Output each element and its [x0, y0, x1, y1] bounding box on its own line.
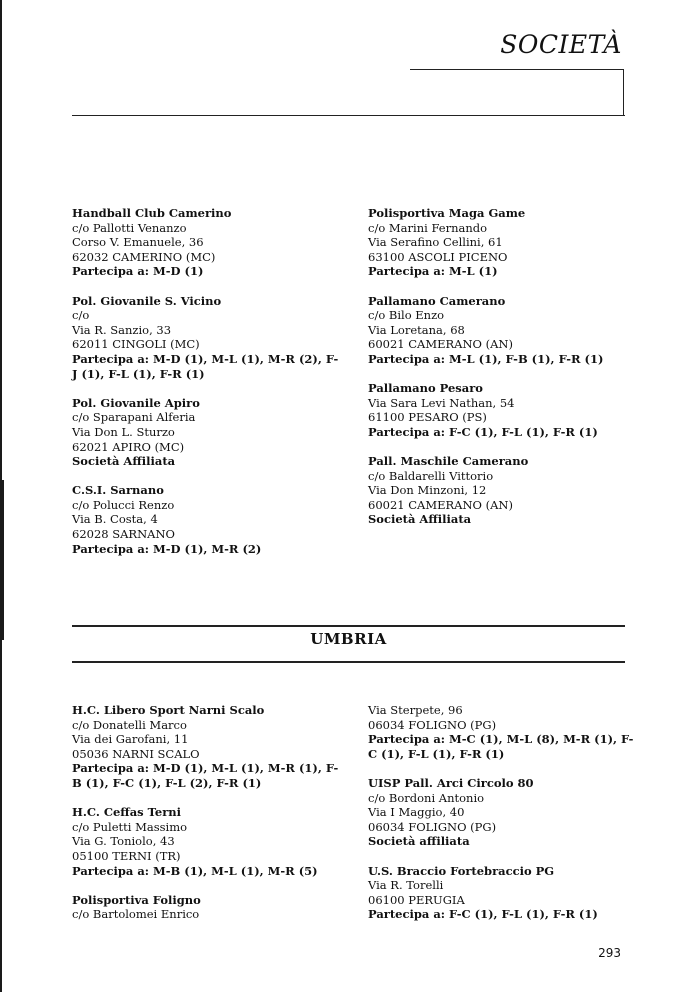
- participation-note: Società affiliata: [368, 834, 470, 849]
- address-line: 62028 SARNANO: [72, 527, 175, 542]
- address-line: c/o Bilo Enzo: [368, 308, 445, 323]
- address-line: c/o: [72, 308, 90, 323]
- address-line: c/o Bartolomei Enrico: [72, 907, 200, 922]
- participation-note: Partecipa a: M-L (1): [368, 264, 498, 279]
- club-entry: [368, 776, 638, 849]
- club-entry: [72, 483, 342, 556]
- club-entry: [368, 206, 638, 279]
- section-title: SOCIETÀ: [500, 30, 622, 59]
- club-entry: [368, 864, 638, 922]
- address-line: c/o Donatelli Marco: [72, 717, 187, 732]
- address-line: 60021 CAMERANO (AN): [368, 337, 513, 352]
- club-name: Pallamano Pesaro: [368, 381, 483, 396]
- club-entry: [72, 805, 342, 878]
- club-name: Handball Club Camerino: [72, 206, 232, 220]
- address-line: 63100 ASCOLI PICENO: [368, 249, 508, 264]
- address-line: c/o Bordoni Antonio: [368, 790, 485, 805]
- club-entry: [368, 703, 638, 761]
- club-entry: [368, 454, 638, 527]
- lower-left-column: [72, 703, 342, 937]
- participation-note: Partecipa a: F-C (1), F-L (1), F-R (1): [368, 907, 598, 922]
- address-line: Via G. Toniolo, 43: [72, 834, 175, 849]
- address-line: c/o Puletti Massimo: [72, 819, 188, 834]
- participation-note: Partecipa a: M-D (1), M-L (1), M-R (2), F-J (1), F-L (1), F-R (1): [72, 351, 339, 381]
- address-line: 06034 FOLIGNO (PG): [368, 819, 497, 834]
- participation-note: Partecipa a: M-D (1), M-R (2): [72, 541, 262, 556]
- address-line: Via dei Garofani, 11: [72, 732, 189, 747]
- club-entry: [72, 294, 342, 382]
- participation-note: Partecipa a: M-D (1): [72, 264, 204, 279]
- club-name: Pol. Giovanile S. Vicino: [72, 293, 222, 308]
- address-line: c/o Pallotti Venanzo: [72, 220, 187, 235]
- participation-note: Partecipa a: M-B (1), M-L (1), M-R (5): [72, 863, 318, 878]
- address-line: Via R. Sanzio, 33: [72, 322, 172, 337]
- address-line: 06034 FOLIGNO (PG): [368, 717, 497, 732]
- address-line: 06100 PERUGIA: [368, 892, 465, 907]
- region-rule-bottom: [72, 661, 625, 663]
- address-line: Via Serafino Cellini, 61: [368, 235, 503, 250]
- address-line: c/o Sparapani Alferia: [72, 410, 196, 425]
- club-name: Pol. Giovanile Apiro: [72, 395, 200, 410]
- address-line: Via Don Minzoni, 12: [368, 483, 487, 498]
- address-line: c/o Baldarelli Vittorio: [368, 468, 494, 483]
- upper-right-column: [368, 206, 638, 542]
- club-entry: [72, 206, 342, 279]
- address-line: Via Sterpete, 96: [368, 703, 463, 717]
- address-line: 60021 CAMERANO (AN): [368, 497, 513, 512]
- address-line: Via Don L. Sturzo: [72, 424, 175, 439]
- club-entry: [368, 294, 638, 367]
- address-line: Via B. Costa, 4: [72, 512, 158, 527]
- address-line: 05036 NARNI SCALO: [72, 746, 200, 761]
- lower-right-column: [368, 703, 638, 937]
- club-entry: [72, 893, 342, 922]
- participation-note: Partecipa a: F-C (1), F-L (1), F-R (1): [368, 424, 598, 439]
- region-rule-top: [72, 625, 625, 627]
- header-frame: [410, 69, 624, 116]
- club-name: Polisportiva Foligno: [72, 892, 201, 907]
- address-line: 05100 TERNI (TR): [72, 848, 181, 863]
- club-entry: [72, 396, 342, 469]
- club-name: Pallamano Camerano: [368, 293, 506, 308]
- club-name: C.S.I. Sarnano: [72, 483, 164, 498]
- address-line: c/o Marini Fernando: [368, 220, 488, 235]
- club-name: Polisportiva Maga Game: [368, 206, 526, 220]
- upper-left-column: [72, 206, 342, 571]
- address-line: Corso V. Emanuele, 36: [72, 235, 204, 250]
- club-name: H.C. Libero Sport Narni Scalo: [72, 703, 265, 717]
- club-name: Pall. Maschile Camerano: [368, 454, 529, 469]
- page-number: 293: [598, 946, 621, 960]
- region-heading: UMBRIA: [310, 630, 387, 648]
- participation-note: Partecipa a: M-C (1), M-L (8), M-R (1), F-C (1), F-L (1), F-R (1): [368, 732, 634, 761]
- club-entry: [72, 703, 342, 791]
- address-line: c/o Polucci Renzo: [72, 497, 175, 512]
- participation-note: Società Affiliata: [72, 454, 176, 469]
- club-name: UISP Pall. Arci Circolo 80: [368, 775, 534, 790]
- address-line: Via I Maggio, 40: [368, 805, 465, 820]
- address-line: 62011 CINGOLI (MC): [72, 337, 200, 352]
- participation-note: Partecipa a: M-L (1), F-B (1), F-R (1): [368, 351, 604, 366]
- club-entry: [368, 381, 638, 439]
- page-edge-scan-line: [0, 0, 4, 992]
- club-name: U.S. Braccio Fortebraccio PG: [368, 863, 555, 878]
- address-line: 62021 APIRO (MC): [72, 439, 185, 454]
- address-line: Via Sara Levi Nathan, 54: [368, 395, 515, 410]
- header-rule: [72, 115, 625, 116]
- club-name: H.C. Ceffas Terni: [72, 805, 182, 820]
- address-line: 61100 PESARO (PS): [368, 410, 487, 425]
- participation-note: Partecipa a: M-D (1), M-L (1), M-R (1), F-B (1), F-C (1), F-L (2), F-R (1): [72, 761, 339, 790]
- address-line: Via R. Torelli: [368, 878, 444, 893]
- address-line: Via Loretana, 68: [368, 322, 465, 337]
- address-line: 62032 CAMERINO (MC): [72, 249, 216, 264]
- participation-note: Società Affiliata: [368, 512, 472, 527]
